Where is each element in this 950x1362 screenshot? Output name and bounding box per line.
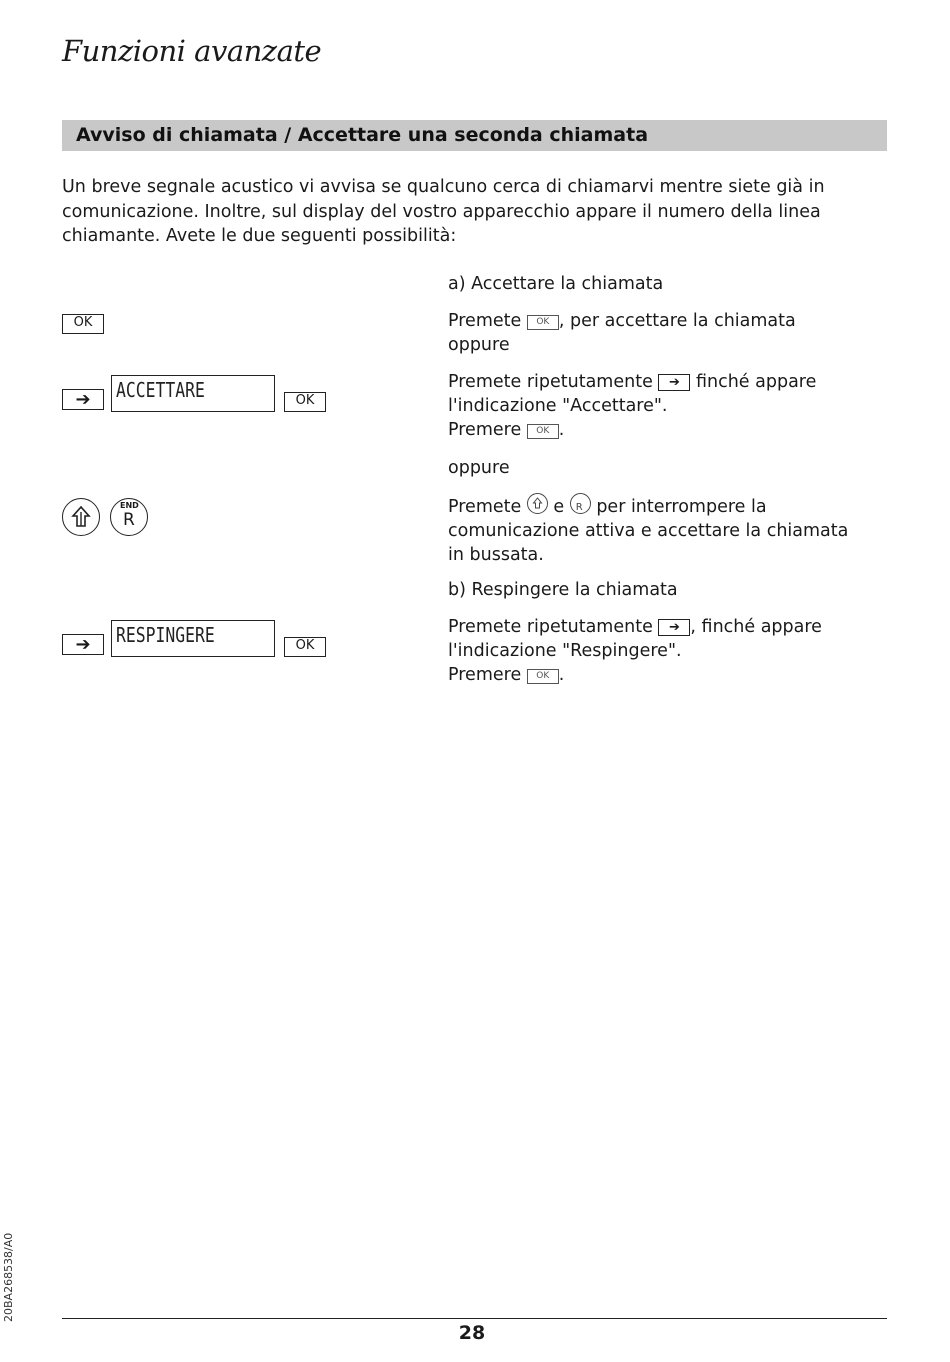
end-r-key-icon xyxy=(110,498,148,536)
display-text: RESPINGERE xyxy=(116,623,215,647)
intro-paragraph: Un breve segnale acustico vi avvisa se qualcuno cerca di chiamarvi mentre siete già in comunicazione. Inoltre, sul display del vostro apparecchio appare il numero della linea chiamante. Avete le due seguenti possibilità: xyxy=(62,177,825,246)
ok-key: OK xyxy=(62,314,104,334)
document-code: 20BA268538/A0 xyxy=(2,1232,15,1322)
arrow-up-icon xyxy=(63,499,99,535)
arrow-key-icon: ➔ xyxy=(658,619,690,636)
display-accettare xyxy=(111,375,275,412)
option-b-heading: b) Respingere la chiamata xyxy=(448,580,678,600)
footer-divider xyxy=(62,1318,887,1319)
ok-key-icon: OK xyxy=(527,424,559,439)
arrow-up-icon xyxy=(528,494,547,513)
ok-key: OK xyxy=(284,637,326,657)
page-number: 28 xyxy=(458,1322,486,1344)
step-accept-display: Premete ripetutamente ➔ finché appare l'indicazione "Accettare". Premere OK . xyxy=(448,372,817,440)
ok-key-icon: OK xyxy=(527,315,559,330)
step-accept-ok: Premete OK , per accettare la chiamata oppure xyxy=(448,311,796,355)
oppure-text: oppure xyxy=(448,458,510,478)
ok-key-icon: OK xyxy=(527,669,559,684)
display-text: ACCETTARE xyxy=(116,378,205,402)
arrow-key-icon: ➔ xyxy=(658,374,690,391)
option-a-heading: a) Accettare la chiamata xyxy=(448,274,664,294)
arrow-key-icon: ➔ xyxy=(62,389,104,410)
hold-key-icon xyxy=(527,493,548,514)
section-title: Avviso di chiamata / Accettare una seconda chiamata xyxy=(76,124,649,146)
hold-key-icon xyxy=(62,498,100,536)
ok-key: OK xyxy=(284,392,326,412)
r-label: R xyxy=(123,510,135,530)
display-respingere xyxy=(111,620,275,657)
step-interrupt: Premete e R per interrompere la comunicazione attiva e accettare la chiamata in bussata. xyxy=(448,493,868,567)
arrow-key-icon: ➔ xyxy=(62,634,104,655)
end-label: END xyxy=(120,501,139,510)
step-reject-display: Premete ripetutamente ➔ , finché appare l'indicazione "Respingere". Premere OK . xyxy=(448,617,822,685)
page-title: Funzioni avanzate xyxy=(62,34,322,68)
end-r-key-icon: R xyxy=(570,493,591,514)
